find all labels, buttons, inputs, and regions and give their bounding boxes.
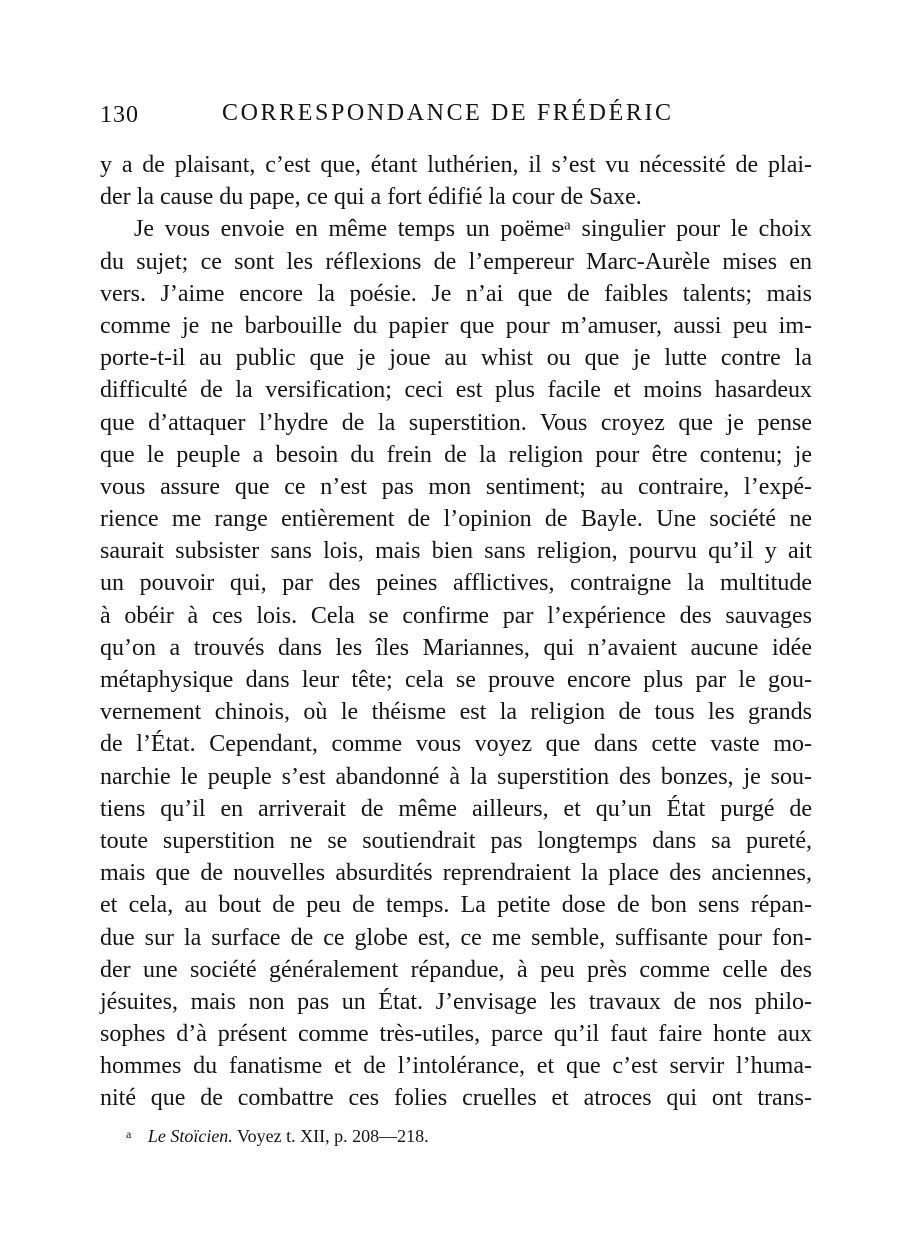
text-line: et cela, au bout de peu de temps. La petite dose de bon sens répan- bbox=[100, 892, 812, 919]
body-text bbox=[100, 149, 812, 1115]
text-line: mais que de nouvelles absurdités reprendraient la place des anciennes, bbox=[100, 860, 812, 887]
text-line: sophes d’à présent comme très-utiles, parce qu’il faut faire honte aux bbox=[100, 1021, 812, 1048]
text-line: de l’État. Cependant, comme vous voyez que dans cette vaste mo- bbox=[100, 731, 812, 758]
text-line: narchie le peuple s’est abandonné à la superstition des bonzes, je sou- bbox=[100, 763, 812, 790]
text-line: der la cause du pape, ce qui a fort édifié la cour de Saxe. bbox=[100, 184, 642, 211]
text-line: rience me range entièrement de l’opinion de Bayle. Une société ne bbox=[100, 506, 812, 533]
text-line: un pouvoir qui, par des peines afflictives, contraigne la multitude bbox=[100, 570, 812, 597]
text-line: du sujet; ce sont les réflexions de l’empereur Marc-Aurèle mises en bbox=[100, 248, 812, 275]
text-line: qu’on a trouvés dans les îles Mariannes, qui n’avaient aucune idée bbox=[100, 634, 812, 661]
text-line: difficulté de la versification; ceci est plus facile et moins hasardeux bbox=[100, 377, 812, 404]
text-line: métaphysique dans leur tête; cela se prouve encore plus par le gou- bbox=[100, 667, 812, 693]
text-line: vers. J’aime encore la poésie. Je n’ai que de faibles talents; mais bbox=[100, 280, 812, 307]
text-line: vous assure que ce n’est pas mon sentiment; au contraire, l’expé- bbox=[100, 473, 812, 500]
text-line: toute superstition ne se soutiendrait pas longtemps dans sa pureté, bbox=[100, 827, 812, 854]
footnote-mark: a bbox=[126, 1127, 132, 1141]
text-line: saurait subsister sans lois, mais bien sans religion, pourvu qu’il y ait bbox=[100, 538, 812, 565]
text-line: à obéir à ces lois. Cela se confirme par l’expérience des sauvages bbox=[100, 602, 812, 629]
text-line: due sur la surface de ce globe est, ce me semble, suffisante pour fon- bbox=[100, 924, 812, 951]
footnote-reference: Voyez t. XII, p. 208—218. bbox=[237, 1126, 429, 1146]
text-line: que le peuple a besoin du frein de la religion pour être contenu; je bbox=[100, 441, 812, 468]
text-line: comme je ne barbouille du papier que pour m’amuser, aussi peu im- bbox=[100, 312, 812, 339]
text-line: porte-t-il au public que je joue au whist ou que je lutte contre la bbox=[100, 345, 812, 372]
text-line: Je vous envoie en même temps un poëmeᵃ singulier pour le choix bbox=[134, 216, 812, 243]
footnote bbox=[126, 1126, 429, 1147]
text-line: y a de plaisant, c’est que, étant luthérien, il s’est vu nécessité de plai- bbox=[100, 152, 812, 178]
text-line: der une société généralement répandue, à peu près comme celle des bbox=[100, 956, 812, 983]
text-line: que d’attaquer l’hydre de la superstition. Vous croyez que je pense bbox=[100, 409, 812, 436]
text-line: tiens qu’il en arriverait de même ailleurs, et qu’un État purgé de bbox=[100, 795, 812, 822]
running-head bbox=[100, 100, 812, 134]
page-number: 130 bbox=[100, 102, 139, 128]
running-title: CORRESPONDANCE DE FRÉDÉRIC bbox=[222, 100, 674, 126]
text-line: vernement chinois, où le théisme est la religion de tous les grands bbox=[100, 699, 812, 726]
text-line: jésuites, mais non pas un État. J’envisage les travaux de nos philo- bbox=[100, 988, 812, 1015]
text-line: hommes du fanatisme et de l’intolérance, et que c’est servir l’huma- bbox=[100, 1053, 812, 1080]
text-line: nité que de combattre ces folies cruelles et atroces qui ont trans- bbox=[100, 1085, 812, 1112]
footnote-work-title: Le Stoïcien. bbox=[147, 1126, 233, 1146]
